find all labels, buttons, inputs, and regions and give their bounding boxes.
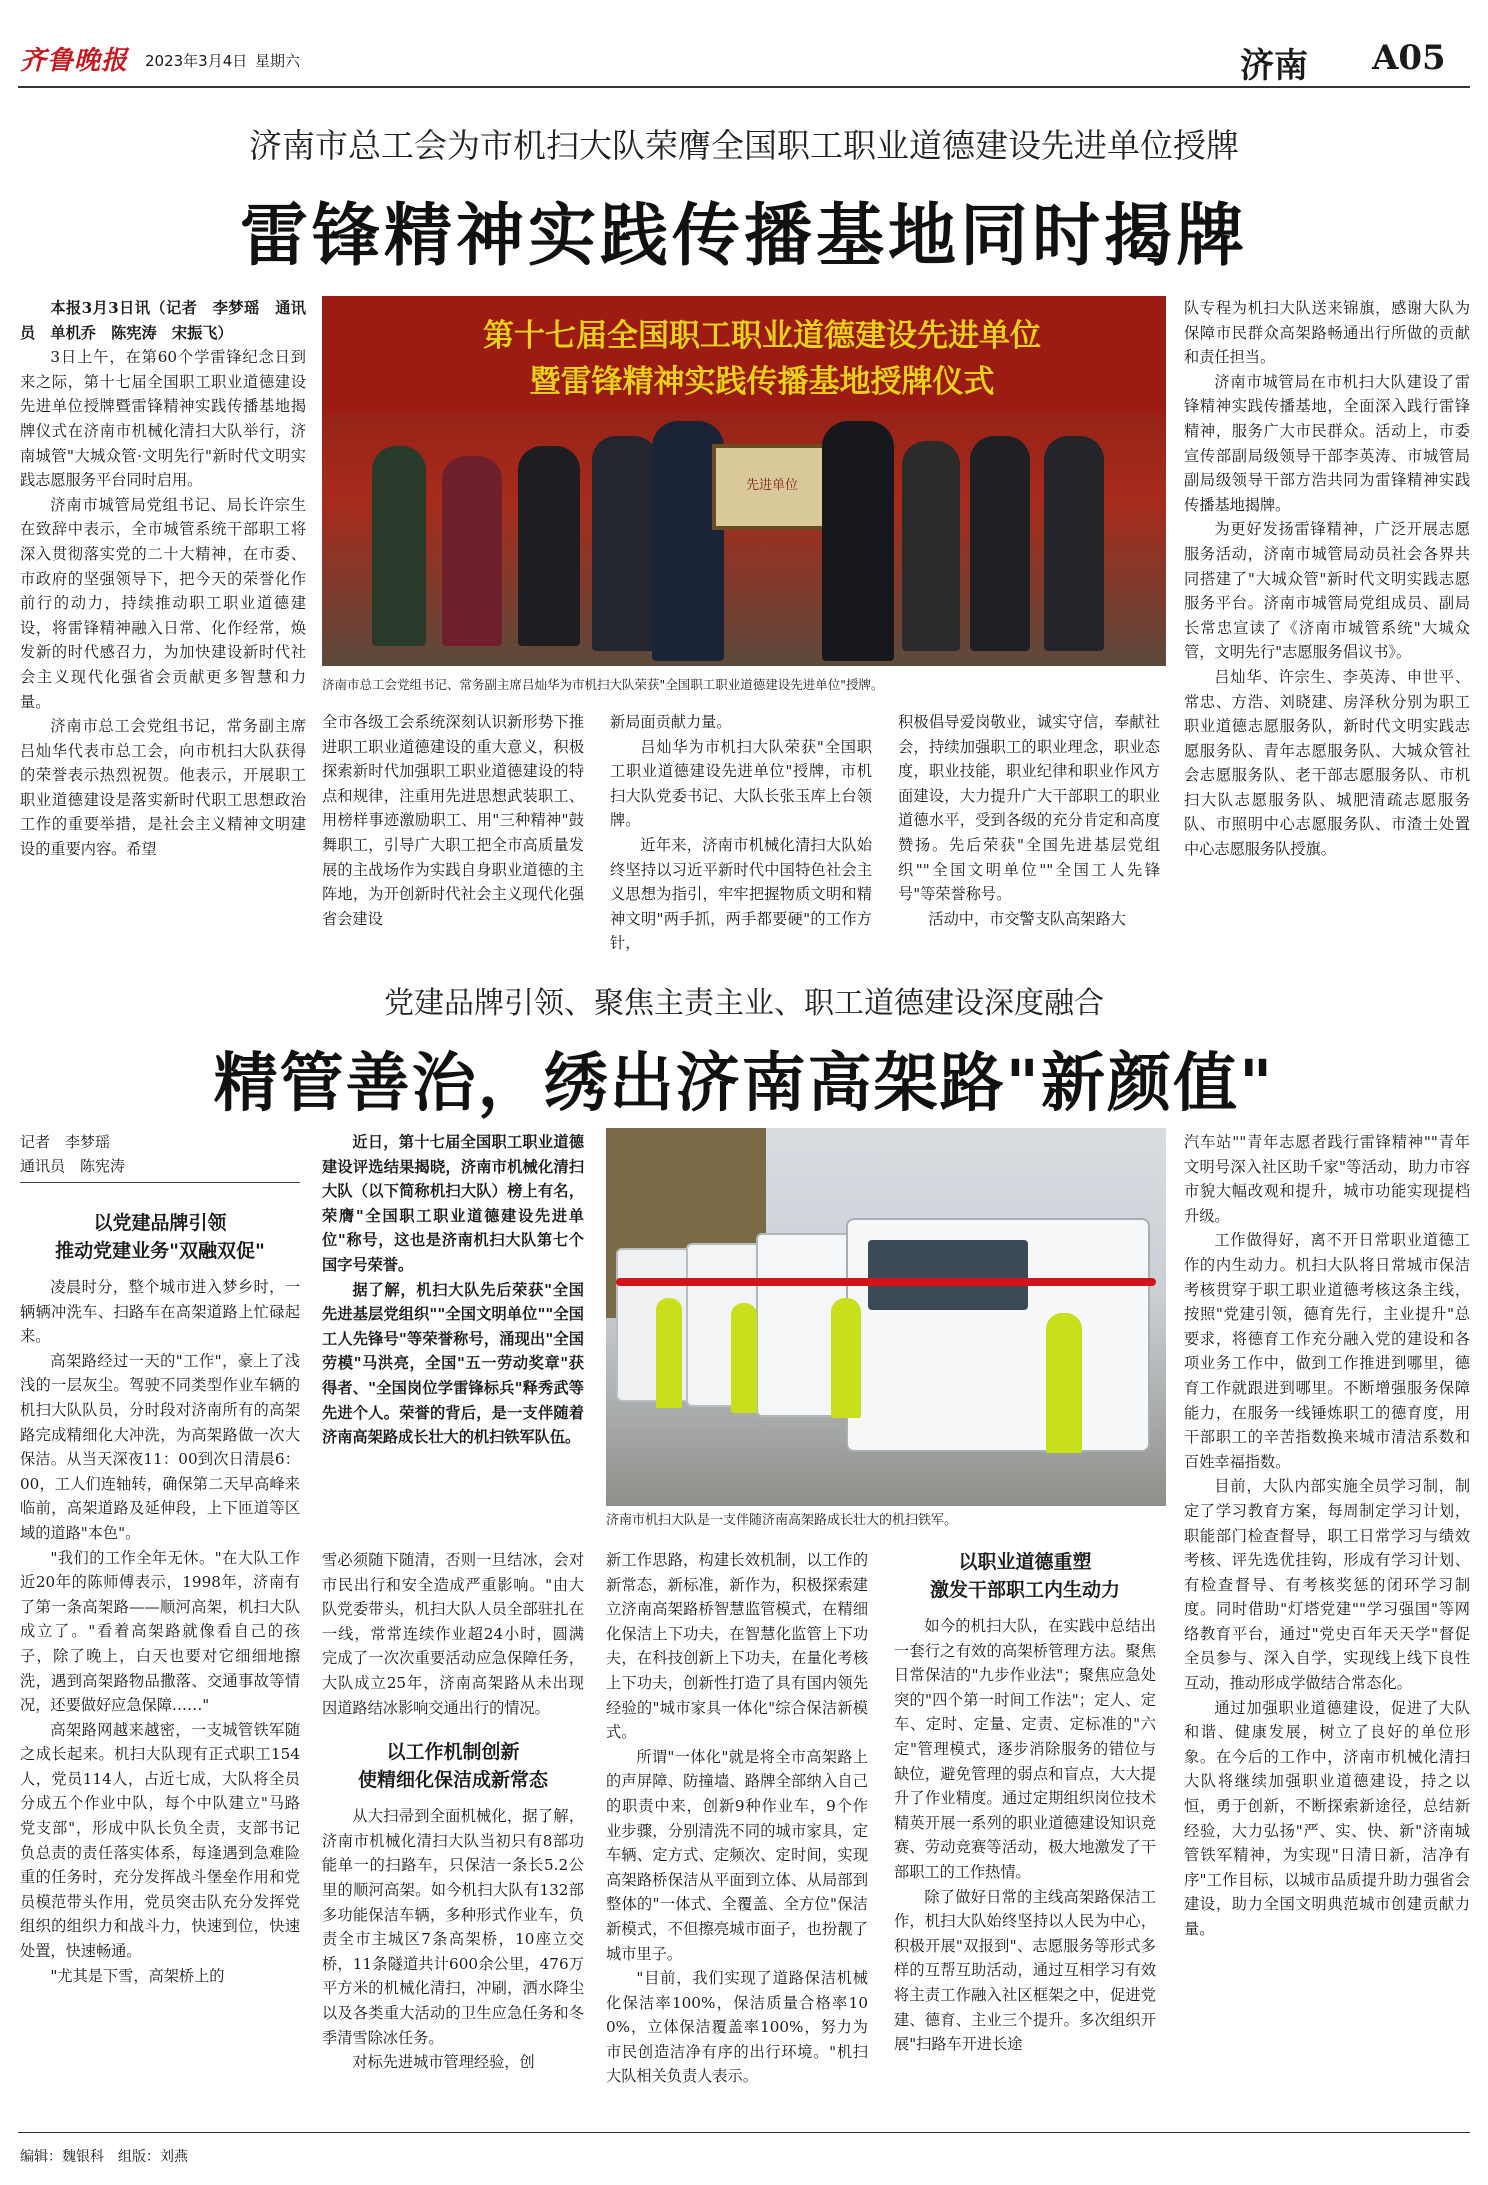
paragraph: 据了解，机扫大队先后荣获"全国先进基层党组织""全国文明单位""全国工人先锋号"等荣誉称号，涌现出"全国劳模"马洪亮，全国"五一劳动奖章"获得者、"全国岗位学雷锋标兵"释秀武等先进个人。荣誉的背后，是一支伴随着济南高架路成长壮大的机扫铁军队伍。 (322, 1280, 584, 1447)
article2-column-4 (894, 1548, 1156, 2120)
article1-kicker: 济南市总工会为市机扫大队荣膺全国职工职业道德建设先进单位授牌 (249, 126, 1239, 165)
page-header (0, 0, 1488, 86)
article2-column-2 (322, 1548, 584, 2120)
subhead-3-line2: 激发干部职工内生动力 (929, 1579, 1120, 1601)
article1-column-3 (610, 710, 872, 992)
footer-rule (18, 2132, 1470, 2133)
worker-figure (731, 1303, 757, 1413)
section-name: 济南 (1240, 46, 1308, 86)
worker-figure (656, 1298, 682, 1408)
sweeper-trucks-photo (606, 1128, 1166, 1506)
award-plaque (712, 444, 832, 530)
article2-column-1 (20, 1130, 300, 2120)
award-ceremony-photo (322, 296, 1166, 666)
paragraph: 通过加强职业道德建设，促进了大队和谐、健康发展，树立了良好的单位形象。在今后的工作中，济南市机械化清扫大队将继续加强职业道德建设，持之以恒，勇于创新，不断探索新途径，总结新经验，大力弘扬"严、实、快、新"济南城管铁军精神，为实现"日清日新，洁净有序"工作目标，以城市品质提升助力强省会建设，助力全国文明典范城市创建贡献力量。 (1184, 1698, 1470, 1938)
paragraph: 高架路经过一天的"工作"，豪上了浅浅的一层灰尘。驾驶不同类型作业车辆的机扫大队队员，分时段对济南所有的高架路完成精细化大冲洗，为高架路做一次大保洁。从当天深夜11：00到次日清晨6：00，工人们连轴转，确保第二天早高峰来临前，高架道路及延伸段，上下匝道等区域的道路"本色"。 (20, 1351, 300, 1542)
paragraph: 汽车站""青年志愿者践行雷锋精神""青年文明号深入社区助千家"等活动，助力市容市貌大幅改观和提升，城市功能实现提档升级。 (1184, 1133, 1470, 1225)
paragraph: 目前，大队内部实施全员学习制，制定了学习教育方案，每周制定学习计划，职能部门检查督导，职工日常学习与绩效考核、评先选优挂钩，形成有学习计划、有检查督导、有考核奖惩的闭环学习制度。同时借助"灯塔党建""学习强国"等网络教育平台，通过"党史百年天天学"督促全员参与、深入自学，实现线上线下良性互动，推动形成学做结合常态化。 (1184, 1477, 1470, 1693)
subhead-1-line1: 以党建品牌引领 (93, 1212, 227, 1234)
photo-banner-line2: 暨雷锋精神实践传播基地授牌仪式 (529, 364, 995, 400)
newspaper-logo: 齐鲁晚报 (20, 46, 129, 76)
paragraph: 近年来，济南市机械化清扫大队始终坚持以习近平新时代中国特色社会主义思想为指引，牢牢把握物质文明和精神文明"两手抓，两手都要硬"的工作方针， (610, 835, 872, 953)
paragraph: 全市各级工会系统深刻认识新形势下推进职工职业道德建设的重大意义，积极探索新时代加强职工职业道德建设的特点和规律，注重用先进思想武装职工、用榜样事迹激励职工、用"三种精神"鼓舞职工，引导广大职工把全市高质量发展的主战场作为实践自身职业道德的主阵地，为开创新时代社会主义现代化强省会建设 (322, 713, 584, 928)
correspondent-label: 通讯员 (20, 1157, 66, 1175)
person-figure (970, 436, 1030, 651)
paragraph: 积极倡导爱岗敬业，诚实守信，奉献社会，持续加强职工的职业理念，职业态度，职业技能，职业纪律和职业作风方面建设，大力提升广大干部职工的职业道德水平，受到各级的充分肯定和高度赞扬。先后荣获"全国先进基层党组织""全国文明单位""全国工人先锋号"等荣誉称号。 (898, 713, 1160, 904)
paragraph: 为更好发扬雷锋精神，广泛开展志愿服务活动，济南市城管局动员社会各界共同搭建了"大城众管"新时代文明实践志愿服务平台。济南市城管局党组成员、副局长常忠宣读了《济南市城管系统"大城众管，文明先行"志愿服务倡议书》。 (1184, 520, 1470, 662)
person-figure (1044, 436, 1104, 651)
subhead-3-line1: 以职业道德重塑 (958, 1551, 1092, 1573)
subhead-3 (894, 1548, 1156, 1604)
paragraph: 济南市总工会党组书记，常务副主席吕灿华代表市总工会，向市机扫大队获得的荣誉表示热烈祝贺。他表示，开展职工职业道德建设是落实新时代职工思想政治工作的重要举措，是社会主义精神文明建设的重要内容。希望 (20, 717, 306, 859)
correspondent-name: 陈宪涛 (80, 1157, 126, 1175)
truck-windshield (868, 1240, 1028, 1310)
page-number: A05 (1372, 38, 1446, 78)
subhead-2 (322, 1738, 584, 1794)
subhead-2-line2: 使精细化保洁成新常态 (357, 1769, 548, 1792)
person-figure (592, 436, 658, 651)
paragraph: 济南市城管局党组书记、局长许宗生在致辞中表示，全市城管系统干部职工将深入贯彻落实党的二十大精神，在市委、市政府的坚强领导下，把今天的荣誉化作前行的动力，持续推动职工职业道德建设，将雷锋精神融入日常、化作经常，焕发新的时代感召力，为加快建设新时代社会主义现代化强省会贡献更多智慧和力量。 (20, 495, 306, 711)
correspondent-line (20, 1154, 300, 1183)
article2-headline: 精管善治，绣出济南高架路"新颜值" (213, 1046, 1275, 1121)
article1-column-4 (898, 710, 1160, 992)
article1-headline: 雷锋精神实践传播基地同时揭牌 (239, 196, 1248, 276)
article1-photo-caption: 济南市总工会党组书记、常务副主席吕灿华为市机扫大队荣获"全国职工职业道德建设先进单位"授牌。 (322, 677, 884, 692)
footer-credits: 编辑：魏银科 组版：刘燕 (20, 2149, 188, 2165)
paragraph: 济南市城管局在市机扫大队建设了雷锋精神实践传播基地，全面深入践行雷锋精神，服务广大市民群众。活动上，市委宣传部副局级领导干部李英涛、市城管局副局级领导干部方浩共同为雷锋精神实践传播基地揭牌。 (1184, 372, 1470, 514)
paragraph: 新局面贡献力量。 (610, 713, 732, 731)
reporter-label: 记者 (20, 1133, 51, 1151)
paragraph: 高架路网越来越密，一支城管铁军随之成长起来。机扫大队现有正式职工154人，党员114人，占近七成，大队将全员分成五个作业中队，每个中队建立"马路党支部"，形成中队长负全责，支部书记负总责的责任落实体系，每逢遇到急难险重的任务时，充分发挥战斗堡垒作用和党员模范带头作用，党员突击队充分发挥党组织的组织力和战斗力，快速到位，快速处置，快速畅通。 (20, 1720, 300, 1961)
article1-byline: 本报3月3日讯（记者 李梦瑶 通讯员 单机乔 陈宪涛 宋振飞） (20, 299, 306, 342)
paragraph: "目前，我们实现了道路保洁机械化保洁率100%，保洁质量合格率100%，立体保洁覆盖率100%，努力为市民创造洁净有序的出行环境。"机扫大队相关负责人表示。 (606, 1969, 868, 2086)
worker-figure (831, 1298, 861, 1418)
paragraph: 活动中，市交警支队高架路大 (928, 909, 1126, 928)
header-rule (18, 86, 1470, 88)
article2-kicker: 党建品牌引领、聚焦主责主业、职工道德建设深度融合 (384, 986, 1104, 1021)
issue-weekday: 星期六 (255, 52, 301, 70)
article2-photo-caption: 济南市机扫大队是一支伴随济南高架路成长壮大的机扫铁军。 (606, 1513, 958, 1528)
paragraph: 如今的机扫大队，在实践中总结出一套行之有效的高架桥管理方法。聚焦日常保洁的"九步作业法"；聚焦应急处突的"四个第一时间工作法"；定人、定车、定时、定量、定责、定标准的"六定"管理模式，逐步消除服务的错位与缺位，避免管理的弱点和盲点，大大提升了作业精度。通过定期组织岗位技术精英开展一系列的职业道德建设知识竞赛、劳动竞赛等活动，极大地激发了干部职工的工作热情。 (894, 1617, 1156, 1881)
paragraph: 3日上午，在第60个学雷锋纪念日到来之际，第十七届全国职工职业道德建设先进单位授牌暨雷锋精神实践传播基地揭牌仪式在济南市机械化清扫大队举行，济南城管"大城众管·文明先行"新时代文明实践志愿服务平台同时启用。 (20, 348, 306, 490)
person-figure (372, 446, 426, 646)
article1-column-5 (1184, 296, 1470, 992)
article1-column-1 (20, 296, 306, 992)
paragraph: "尤其是下雪，高架桥上的 (50, 1966, 225, 1985)
article2-column-3 (606, 1548, 868, 2120)
paragraph: 雪必须随下随清，否则一旦结冰，会对市民出行和安全造成严重影响。"由大队党委带头，机扫大队人员全部驻扎在一线，常常连续作业超24小时，圆满完成了一次次重要活动应急保障任务，大队成立25年，济南高架路从未出现因道路结冰影响交通出行的情况。 (322, 1551, 584, 1717)
article1-column-2 (322, 710, 584, 992)
paragraph: 新工作思路，构建长效机制，以工作的新常态，新标准，新作为，积极探索建立济南高架路桥智慧监管模式，在精细化保洁上下功夫，在智慧化监管上下功夫，在科技创新上下功夫，在量化考核上下功夫，创新性打造了具有国内领先经验的"城市家具一体化"综合保洁新模式。 (606, 1551, 868, 1742)
paragraph: 凌晨时分，整个城市进入梦乡时，一辆辆冲洗车、扫路车在高架道路上忙碌起来。 (20, 1278, 300, 1346)
paragraph: 吕灿华、许宗生、李英涛、申世平、常忠、方浩、刘晓建、房泽秋分别为职工职业道德志愿服务队，新时代文明实践志愿服务队、青年志愿服务队、大城众管社会志愿服务队、老干部志愿服务队、市机扫大队志愿服务队、城肥清疏志愿服务队、市照明中心志愿服务队、市渣土处置中心志愿服务队授旗。 (1184, 667, 1470, 859)
paragraph: "我们的工作全年无休。"在大队工作近20年的陈师傅表示，1998年，济南有了第一条高架路——顺河高架，机扫大队成立了。"看着高架路就像看自己的孩子，除了晚上，白天也要对它细细地擦洗，遇到高架路物品撒落、交通事故等情况，还要做好应急保障……" (20, 1548, 300, 1715)
subhead-1-line2: 推动党建业务"双融双促" (55, 1240, 265, 1262)
paragraph: 工作做得好，离不开日常职业道德工作的内生动力。机扫大队将日常城市保洁考核贯穿于职工职业道德考核这条主线，按照"党建引领，德育先行，主业提升"总要求，将德育工作充分融入党的建设和各项业务工作中，做到工作推进到哪里，德育工作就跟进到哪里。不断增强服务保障能力，在服务一线锤炼职工的德育度，用干部职工的辛苦指数换来城市清洁系数和百姓幸福指数。 (1184, 1231, 1470, 1471)
article2-lead (322, 1130, 584, 1516)
paragraph: 队专程为机扫大队送来锦旗，感谢大队为保障市民群众高架路畅通出行所做的贡献和责任担当。 (1184, 299, 1470, 367)
person-figure (518, 446, 580, 646)
red-ribbon (616, 1278, 1156, 1286)
subhead-1 (20, 1209, 300, 1265)
photo-banner-line1: 第十七届全国职工职业道德建设先进单位 (483, 318, 1041, 354)
reporter-line (20, 1130, 300, 1154)
person-figure (902, 441, 960, 651)
reporter-name: 李梦瑶 (65, 1133, 111, 1151)
worker-figure (1046, 1313, 1082, 1453)
paragraph: 所谓"一体化"就是将全市高架路上的声屏障、防撞墙、路牌全部纳入自己的职责中来，创新9种作业车，9个作业步骤，分别清洗不同的城市家具，定车辆、定方式、定频次、定时间，实现高架路桥保洁从平面到立体、从局部到整体的"一体式、全覆盖、全方位"保洁新模式，不但擦亮城市面子，也扮靓了城市里子。 (606, 1747, 868, 1963)
subhead-2-line1: 以工作机制创新 (386, 1741, 520, 1764)
article2-column-5 (1184, 1130, 1470, 2120)
paragraph: 近日，第十七届全国职工职业道德建设评选结果揭晓，济南市机械化清扫大队（以下简称机扫大队）榜上有名，荣膺"全国职工职业道德建设先进单位"称号，这也是济南机扫大队第七个国字号荣誉。 (322, 1133, 584, 1274)
person-figure (822, 421, 894, 661)
person-figure (442, 456, 502, 646)
issue-date: 2023年3月4日 (145, 52, 248, 70)
paragraph: 对标先进城市管理经验，创 (352, 2053, 535, 2072)
paragraph: 除了做好日常的主线高架路保洁工作，机扫大队始终坚持以人民为中心，积极开展"双报到"、志愿服务等形式多样的互帮互助活动，通过互相学习有效将主责工作融入社区框架之中，促进党建、德育、主业三个提升。多次组织开展"扫路车开进长途 (894, 1887, 1156, 2054)
paragraph: 吕灿华为市机扫大队荣获"全国职工职业道德建设先进单位"授牌，市机扫大队党委书记、大队长张玉库上台领牌。 (610, 737, 872, 830)
paragraph: 从大扫帚到全面机械化，据了解，济南市机械化清扫大队当初只有8部功能单一的扫路车，只保洁一条长5.2公里的顺河高架。如今机扫大队有132部多功能保洁车辆，多种形式作业车，负责全市主城区7条高架桥，10座立交桥，11条隧道共计600余公里，476万平方米的机械化清扫，冲刷，洒水降尘以及各类重大活动的卫生应急任务和冬季清雪除冰任务。 (322, 1807, 584, 2047)
plaque-text: 先进单位 (745, 478, 798, 493)
